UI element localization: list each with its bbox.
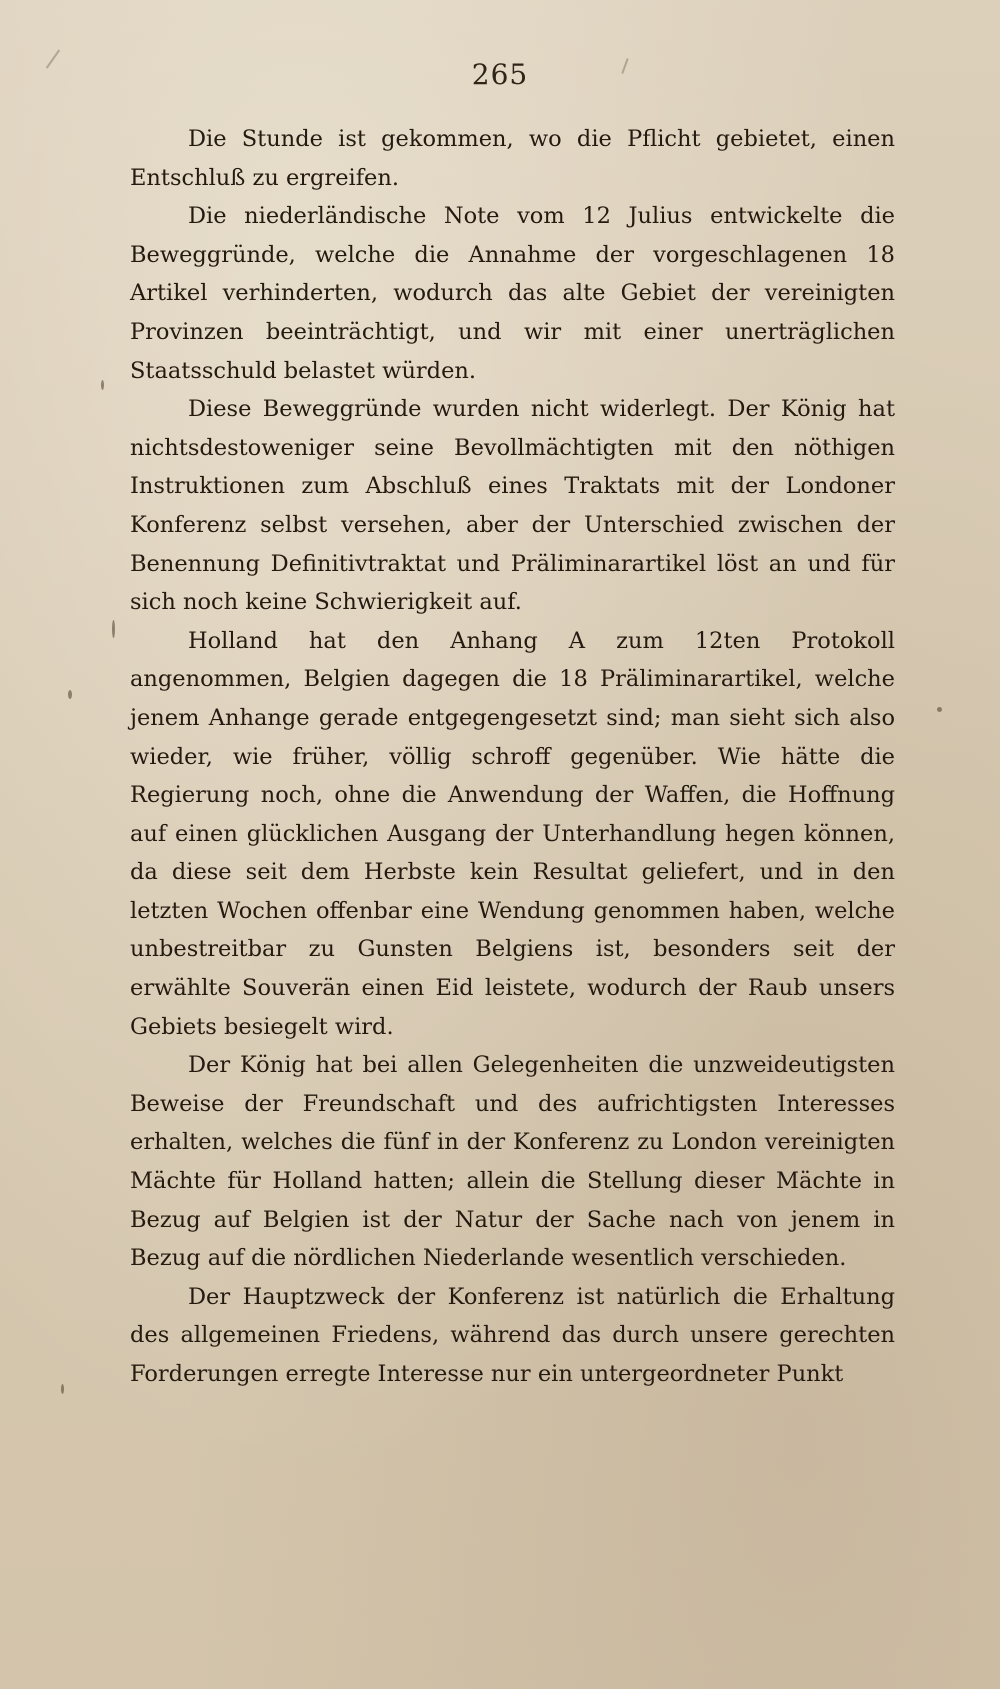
paper-speck	[101, 380, 104, 390]
body-text	[130, 120, 895, 1394]
paper-speck	[112, 620, 115, 638]
paragraph-6: Der Hauptzweck der Konferenz ist natürlich die Erhaltung des allgemeinen Friedens, während das durch unsere gerechten Forderungen erregte Interesse nur ein untergeordneter Punkt	[130, 1283, 895, 1387]
page-number: 265	[471, 58, 529, 91]
paragraph-5: Der König hat bei allen Gelegenheiten die unzweideutigsten Beweise der Freundschaft und des aufrichtigsten Interesses erhalten, welches die fünf in der Konferenz zu London vereinigten Mächte für Holland hatten; allein die Stellung dieser Mächte in Bezug auf Belgien ist der Natur der Sache nach von jenem in Bezug auf die nördlichen Niederlande wesentlich verschieden.	[130, 1052, 895, 1272]
paragraph-2: Die niederländische Note vom 12 Julius entwickelte die Beweggründe, welche die Annahme der vorgeschlagenen 18 Artikel verhinderten, wodurch das alte Gebiet der vereinigten Provinzen beeinträchtigt, und wir mit einer unerträglichen Staatsschuld belastet würden.	[130, 203, 895, 384]
paper-speck	[61, 1384, 64, 1394]
paper-speck	[68, 690, 72, 699]
paragraph-4: Holland hat den Anhang A zum 12ten Protokoll angenommen, Belgien dagegen die 18 Präliminarartikel, welche jenem Anhange gerade entgegengesetzt sind; man sieht sich also wieder, wie früher, völlig schroff gegenüber. Wie hätte die Regierung noch, ohne die Anwendung der Waffen, die Hoffnung auf einen glücklichen Ausgang der Unterhandlung hegen können, da diese seit dem Herbste kein Resultat geliefert, und in den letzten Wochen offenbar eine Wendung genommen haben, welche unbestreitbar zu Gunsten Belgiens ist, besonders seit der erwählte Souverän einen Eid leistete, wodurch der Raub unsers Gebiets besiegelt wird.	[130, 627, 895, 1040]
paragraph-1: Die Stunde ist gekommen, wo die Pflicht gebietet, einen Entschluß zu ergreifen.	[130, 126, 895, 191]
paragraph-3: Diese Beweggründe wurden nicht widerlegt. Der König hat nichtsdestoweniger seine Bevollmächtigten mit den nöthigen Instruktionen zum Abschluß eines Traktats mit der Londoner Konferenz selbst versehen, aber der Unterschied zwischen der Benennung Definitivtraktat und Präliminarartikel löst an und für sich noch keine Schwierigkeit auf.	[130, 396, 895, 616]
paper-speck	[937, 707, 942, 712]
